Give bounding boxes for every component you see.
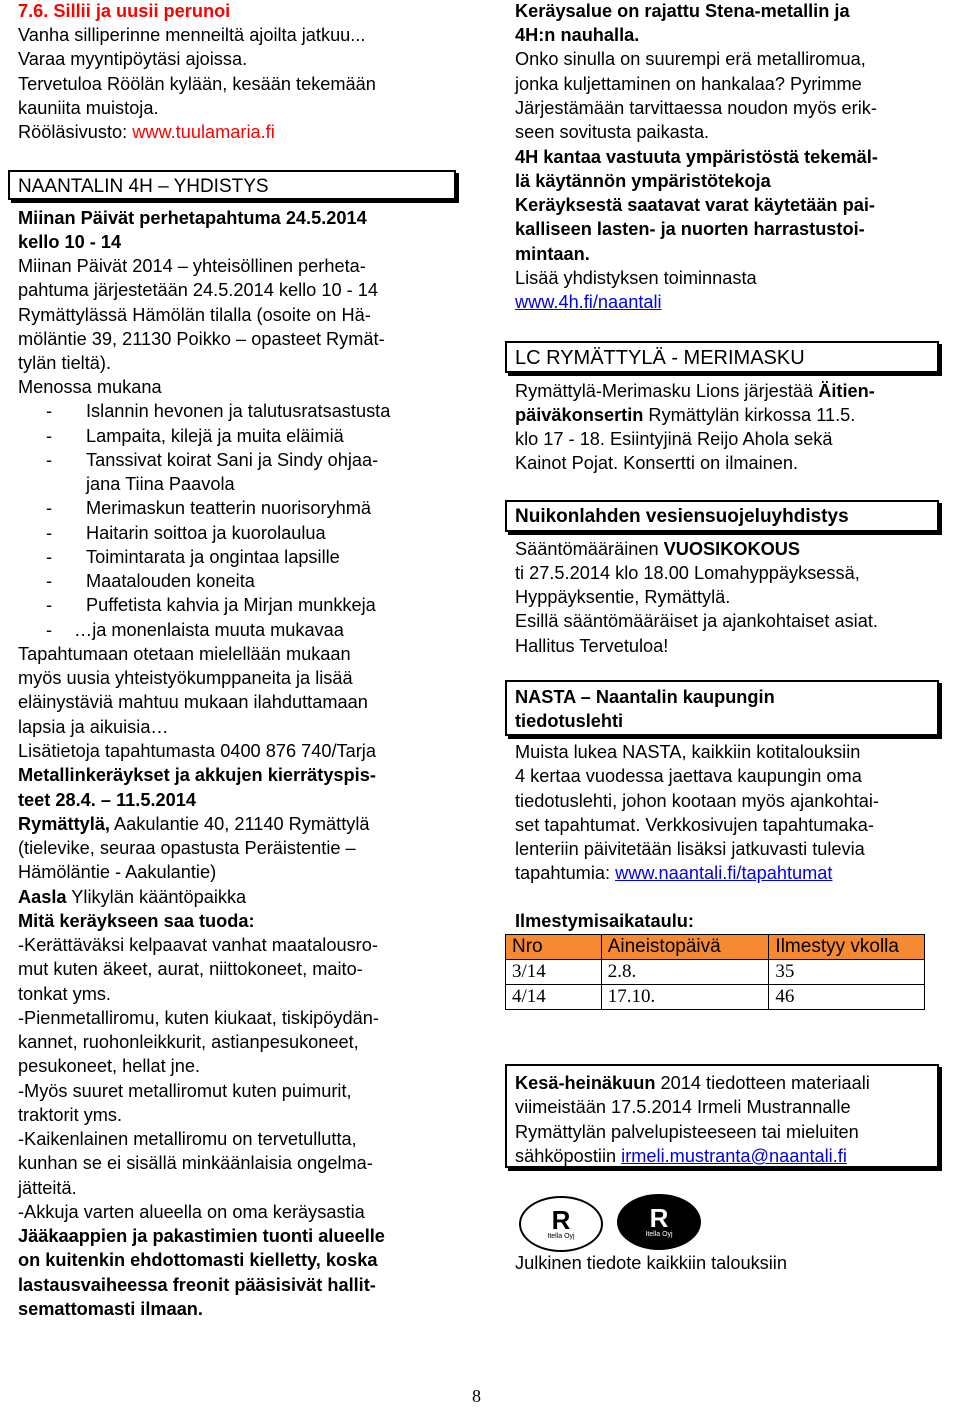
collection-area-note: Keräysalue on rajattu Stena-metallin ja <box>515 1 850 21</box>
nasta-events-link[interactable]: www.naantali.fi/tapahtumat <box>615 863 833 883</box>
event-body-line: möläntie 39, 21130 Poikko – opasteet Rymät- <box>18 329 385 349</box>
summer-deadline-box <box>505 1064 939 1168</box>
lc-line: Kainot Pojat. Konsertti on ilmainen. <box>515 453 799 473</box>
logo-subtitle: Itella Oyj <box>547 1233 575 1240</box>
responsibility-line: lä käytännön ympäristötekoja <box>515 171 771 191</box>
metal-collection-title: Metallinkeräykset ja akkujen kierrätyspis- <box>18 765 376 785</box>
nuik-title-box <box>505 500 939 532</box>
body-line: -Akkuja varten alueella on oma keräysastia <box>18 1202 365 1222</box>
warning-line: lastausvaiheessa freonit pääsisivät hallit- <box>18 1275 376 1295</box>
nasta-line: set tapahtumat. Verkkosivujen tapahtumaka- <box>515 815 874 835</box>
lc-text: Rymättylä-Merimasku Lions järjestää <box>515 381 819 401</box>
list-item: Lampaita, kilejä ja muita eläimiä <box>86 426 344 446</box>
nasta-line: tiedotuslehti, johon kootaan myös ajankohtai- <box>515 791 879 811</box>
list-dash: - <box>46 571 53 591</box>
location-name: Rymättylä, <box>18 814 110 834</box>
location-line <box>18 813 370 835</box>
table-row <box>506 960 925 985</box>
intro-line: Varaa myyntipöytäsi ajoissa. <box>18 49 248 69</box>
body-line: -Pienmetalliromu, kuten kiukaat, tiskipöydän- <box>18 1008 379 1028</box>
body-line: seen sovitusta paikasta. <box>515 122 710 142</box>
nuik-line: Hallitus Tervetuloa! <box>515 636 669 656</box>
body-line: tonkat yms. <box>18 984 111 1004</box>
intro-line: kauniita muistoja. <box>18 98 159 118</box>
location-name: Aasla <box>18 887 67 907</box>
schedule-header-row <box>506 935 925 960</box>
nuik-line: Hyppäyksentie, Rymättylä. <box>515 587 731 607</box>
nasta-title: NASTA – Naantalin kaupungin <box>515 687 775 707</box>
nuik-line: ti 27.5.2014 klo 18.00 Lomahyppäyksessä, <box>515 563 860 583</box>
event-body-line: Rymättylässä Hämölän tilalla (osoite on Hä- <box>18 305 371 325</box>
table-cell: 3/14 <box>506 960 602 985</box>
nuik-line <box>515 538 800 560</box>
schedule-header: Nro <box>506 935 602 960</box>
event-body-line: tylän tieltä). <box>18 353 111 373</box>
event-title: kello 10 - 14 <box>18 232 122 252</box>
site-label: Rööläsivusto: <box>18 122 133 142</box>
summer-text: 2014 tiedotteen materiaali <box>655 1073 870 1093</box>
body-line: lapsia ja aikuisia… <box>18 717 169 737</box>
lc-line: klo 17 - 18. Esiintyjinä Reijo Ahola sekä <box>515 429 833 449</box>
intro-line: Vanha silliperinne menneiltä ajoilta jatkuu... <box>18 25 366 45</box>
body-line: jonka kuljettaminen on hankalaa? Pyrimme <box>515 74 862 94</box>
nuik-meeting: VUOSIKOKOUS <box>663 539 801 559</box>
more-info-label: Lisää yhdistyksen toiminnasta <box>515 268 757 288</box>
body-line: kannet, ruohonleikkurit, astianpesukoneet, <box>18 1032 359 1052</box>
responsibility-line: 4H kantaa vastuuta ympäristöstä tekemäl- <box>515 147 878 167</box>
nasta-text: tapahtumia: <box>515 863 616 883</box>
metal-collection-title: teet 28.4. – 11.5.2014 <box>18 790 196 810</box>
logo-caption: Julkinen tiedote kaikkiin talouksiin <box>515 1253 787 1273</box>
logo-letter: R <box>551 1205 571 1235</box>
table-cell: 17.10. <box>601 985 769 1010</box>
itella-logo-icon <box>519 1196 603 1252</box>
summer-line <box>515 1145 847 1167</box>
schedule-header: Ilmestyy vkolla <box>769 935 925 960</box>
body-line: -Myös suuret metalliromut kuten puimurit, <box>18 1081 352 1101</box>
list-item: Haitarin soittoa ja kuorolaulua <box>86 523 326 543</box>
body-line: Onko sinulla on suurempi erä metalliromua, <box>515 49 866 69</box>
email-link[interactable]: irmeli.mustranta@naantali.fi <box>621 1146 847 1166</box>
table-cell: 46 <box>769 985 925 1010</box>
table-cell: 35 <box>769 960 925 985</box>
lc-line <box>515 380 875 402</box>
schedule-header: Aineistopäivä <box>601 935 769 960</box>
body-line: -Kaikenlainen metalliromu on tervetullutta, <box>18 1129 357 1149</box>
list-item: Puffetista kahvia ja Mirjan munkkeja <box>86 595 376 615</box>
section-heading: 7.6. Sillii ja uusii perunoi <box>18 1 231 21</box>
association-title-box <box>8 170 456 200</box>
responsibility-line: kalliseen lasten- ja nuorten harrastustoi- <box>515 219 865 239</box>
location-address: Aakulantie 40, 21140 Rymättylä <box>110 814 370 834</box>
list-item: Toimintarata ja ongintaa lapsille <box>86 547 340 567</box>
summer-text: sähköpostiin <box>515 1146 622 1166</box>
list-dash: - <box>46 523 53 543</box>
nasta-title-box <box>505 680 939 736</box>
location-line <box>18 886 246 908</box>
body-line: Hämöläntie - Aakulantie) <box>18 862 217 882</box>
body-line: (tielevike, seuraa opastusta Peräistentie – <box>18 838 356 858</box>
list-dash: - <box>46 620 53 640</box>
association-title: NAANTALIN 4H – YHDISTYS <box>18 176 269 197</box>
list-dash: - <box>46 401 53 421</box>
nasta-line: lenteriin päivitetään lisäksi jatkuvasti tulevia <box>515 839 865 859</box>
summer-line: Rymättylän palvelupisteeseen tai mieluiten <box>515 1122 859 1142</box>
logo-letter: R <box>649 1203 669 1233</box>
warning-line: semattomasti ilmaan. <box>18 1299 203 1319</box>
list-dash: - <box>46 498 53 518</box>
body-line: kunhan se ei sisällä minkäänlaisia ongelma- <box>18 1153 373 1173</box>
body-line: eläinystäviä mahtuu mukaan ilahduttamaan <box>18 692 368 712</box>
site-line <box>18 121 275 143</box>
table-row <box>506 985 925 1010</box>
body-line: myös uusia yhteistyökumppaneita ja lisää <box>18 668 353 688</box>
lc-title-box <box>505 341 939 373</box>
list-dash: - <box>46 595 53 615</box>
more-info-link[interactable]: www.4h.fi/naantali <box>515 292 662 312</box>
table-cell: 2.8. <box>601 960 769 985</box>
event-body-line: Menossa mukana <box>18 377 162 397</box>
body-line: -Kerättäväksi kelpaavat vanhat maatalousro- <box>18 935 378 955</box>
list-dash: - <box>46 450 53 470</box>
schedule-table <box>505 934 925 1010</box>
list-dash: - <box>46 426 53 446</box>
body-line: Tapahtumaan otetaan mielellään mukaan <box>18 644 351 664</box>
lc-title: LC RYMÄTTYLÄ - MERIMASKU <box>515 347 805 369</box>
schedule-title: Ilmestymisaikataulu: <box>515 911 694 931</box>
logo-subtitle: Itella Oyj <box>645 1231 673 1238</box>
nuik-text: Sääntömääräinen <box>515 539 664 559</box>
list-item: …ja monenlaista muuta mukavaa <box>74 620 344 640</box>
nuik-line: Esillä sääntömääräiset ja ajankohtaiset asiat. <box>515 611 878 631</box>
intro-line: Tervetuloa Röölän kylään, kesään tekemään <box>18 74 376 94</box>
list-item: Islannin hevonen ja talutusratsastusta <box>86 401 391 421</box>
page-number: 8 <box>472 1386 481 1406</box>
site-link[interactable]: www.tuulamaria.fi <box>132 122 275 142</box>
warning-line: on kuitenkin ehdottomasti kielletty, koska <box>18 1250 378 1270</box>
event-title: Miinan Päivät perhetapahtuma 24.5.2014 <box>18 208 367 228</box>
summer-line <box>515 1072 870 1094</box>
nasta-line <box>515 862 832 884</box>
list-dash: - <box>46 547 53 567</box>
lc-text: Rymättylän kirkossa 11.5. <box>643 405 856 425</box>
responsibility-line: Keräyksestä saatavat varat käytetään pai- <box>515 195 875 215</box>
nuik-title: Nuikonlahden vesiensuojeluyhdistys <box>515 506 849 527</box>
nasta-line: Muista lukea NASTA, kaikkiin kotitalouksiin <box>515 742 861 762</box>
list-item: Merimaskun teatterin nuorisoryhmä <box>86 498 372 518</box>
body-line: Lisätietoja tapahtumasta 0400 876 740/Tarja <box>18 741 376 761</box>
warning-line: Jääkaappien ja pakastimien tuonti alueelle <box>18 1226 385 1246</box>
event-body-line: Miinan Päivät 2014 – yhteisöllinen perheta- <box>18 256 366 276</box>
body-line: jätteitä. <box>18 1178 77 1198</box>
body-line: traktorit yms. <box>18 1105 123 1125</box>
collection-area-note: 4H:n nauhalla. <box>515 25 640 45</box>
location-address: Ylikylän kääntöpaikka <box>66 887 247 907</box>
summer-issue: Kesä-heinäkuun <box>515 1073 656 1093</box>
list-item: Tanssivat koirat Sani ja Sindy ohjaa- <box>86 450 379 470</box>
responsibility-line: mintaan. <box>515 244 590 264</box>
summer-line: viimeistään 17.5.2014 Irmeli Mustrannalle <box>515 1097 851 1117</box>
lc-concert-name: päiväkonsertin <box>515 405 644 425</box>
what-to-bring-title: Mitä keräykseen saa tuoda: <box>18 911 255 931</box>
lc-concert-name: Äitien- <box>818 381 875 401</box>
table-cell: 4/14 <box>506 985 602 1010</box>
itella-logo-icon <box>617 1194 701 1250</box>
list-item: jana Tiina Paavola <box>86 474 235 494</box>
lc-line <box>515 404 855 426</box>
nasta-title: tiedotuslehti <box>515 711 624 731</box>
nasta-line: 4 kertaa vuodessa jaettava kaupungin oma <box>515 766 862 786</box>
list-item: Maatalouden koneita <box>86 571 255 591</box>
body-line: Järjestämään tarvittaessa noudon myös erik- <box>515 98 877 118</box>
event-body-line: pahtuma järjestetään 24.5.2014 kello 10 - 14 <box>18 280 378 300</box>
body-line: pesukoneet, hellat jne. <box>18 1056 201 1076</box>
body-line: mut kuten äkeet, aurat, niittokoneet, maito- <box>18 959 363 979</box>
